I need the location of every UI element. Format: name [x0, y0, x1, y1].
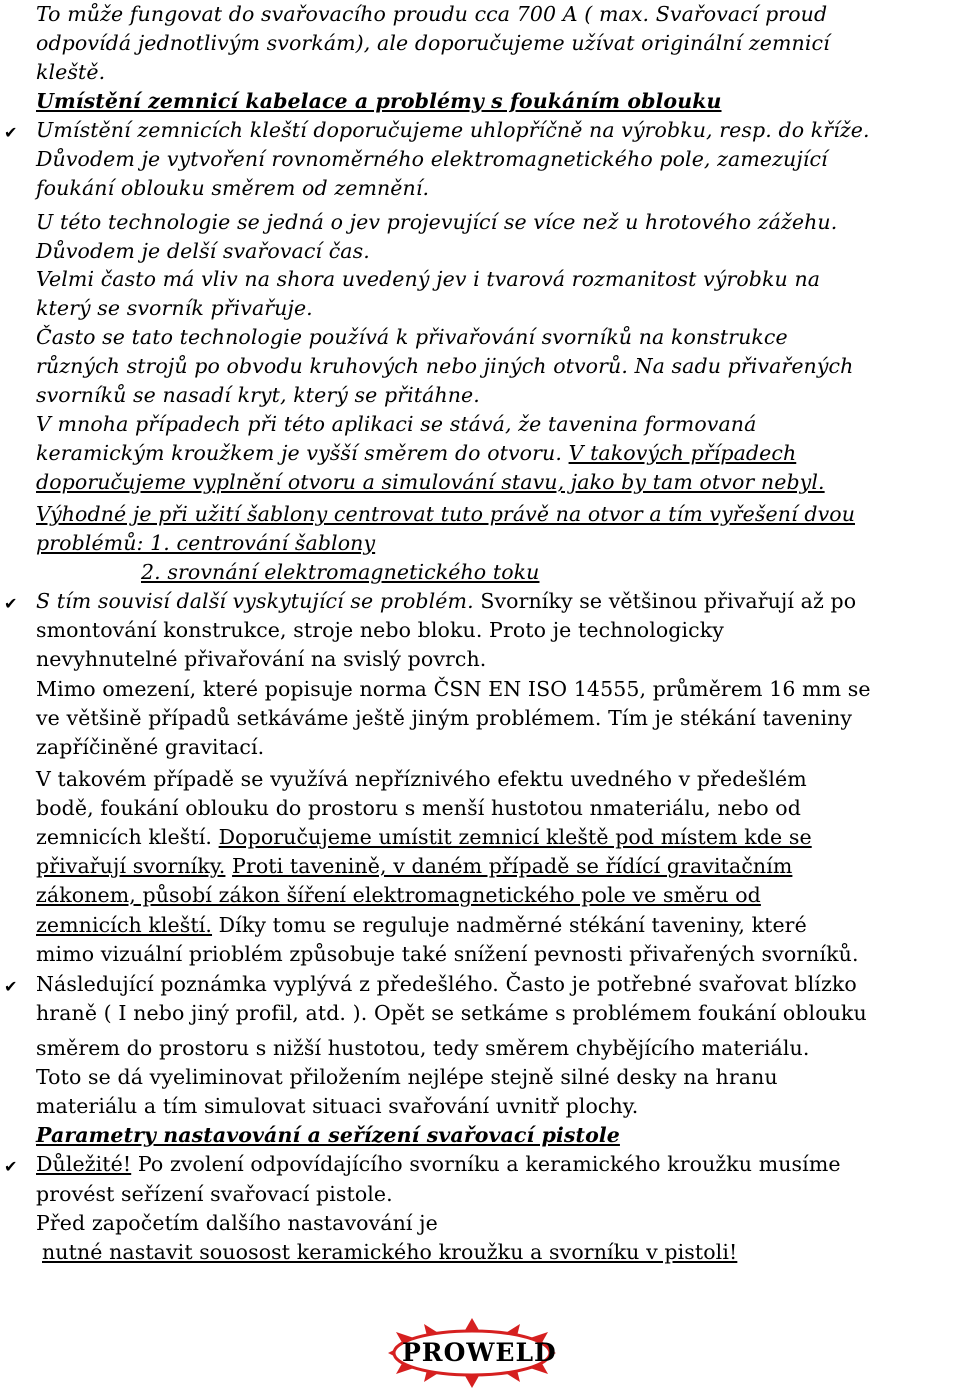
underlined-line: doporučujeme vyplnění otvoru a simulování stavu, jako by tam otvor nebyl.: [36, 470, 825, 494]
text-line: hraně ( I nebo jiný profil, atd. ). Opět se setkáme s problémem foukání oblouku: [36, 1001, 867, 1025]
text-span: Na sadu přivařených: [634, 354, 854, 378]
checkmark-icon: ✔: [4, 977, 18, 996]
text-span: Po zvolení odpovídajícího svorníku a keramického kroužku musíme: [137, 1152, 841, 1176]
text-line: Důvodem je vytvoření rovnoměrného elektromagnetického pole, zamezující: [36, 147, 828, 171]
text-line: svorníků se nasadí kryt, který se přitáhne.: [36, 383, 480, 407]
text-line: kleště.: [36, 60, 106, 84]
text-line: To může fungovat do svařovacího proudu cca 700 A ( max. Svařovací proud: [36, 2, 828, 26]
underlined-line: zákonem, působí zákon šíření elektromagnetického pole ve směru od: [36, 883, 761, 907]
underlined-span: zemnicích kleští.: [36, 913, 213, 937]
text-line: Často se tato technologie používá k přivařování svorníků na konstrukce: [36, 325, 788, 349]
text-line: Toto se dá vyeliminovat přiložením nejlépe stejně silné desky na hranu: [36, 1065, 778, 1089]
text-span: Díky tomu se reguluje nadměrné stékání taveniny, které: [218, 913, 807, 937]
section-heading: Umístění zemnicí kabelace a problémy s foukáním oblouku: [36, 89, 722, 113]
text-line: smontování konstrukce, stroje nebo bloku. Proto je technologicky: [36, 618, 724, 642]
text-span: Svorníky se většinou přivařují až po: [480, 589, 857, 613]
underlined-span: Proti tavenině, v daném případě se řídící gravitačním: [232, 854, 793, 878]
text-line: mimo vizuální prioblém způsobuje také snížení pevnosti přivařených svorníků.: [36, 942, 859, 966]
text-span: keramickým kroužkem je vyšší směrem do otvoru.: [36, 441, 562, 465]
checkmark-icon: ✔: [4, 123, 18, 142]
text-line: provést seřízení svařovací pistole.: [36, 1182, 393, 1206]
text-line: ve většině případů setkáváme ještě jiným problémem. Tím je stékání taveniny: [36, 706, 853, 730]
underlined-line: 2. srovnání elektromagnetického toku: [141, 560, 540, 584]
checkmark-icon: ✔: [4, 1157, 18, 1176]
text-line: foukání oblouku směrem od zemnění.: [36, 176, 430, 200]
checkmark-icon: ✔: [4, 594, 18, 613]
text-line: odpovídá jednotlivým svorkám), ale doporučujeme užívat originální zemnicí: [36, 31, 830, 55]
logo-text: PROWELD: [402, 1338, 557, 1367]
underlined-line: Výhodné je při užití šablony centrovat tuto právě na otvor a tím vyřešení dvou: [36, 502, 855, 526]
section-heading: Parametry nastavování a seřízení svařovací pistole: [36, 1123, 620, 1147]
underlined-line: problémů: 1. centrování šablony: [36, 531, 376, 555]
text-line: který se svorník přivařuje.: [36, 296, 313, 320]
underlined-line: nutné nastavit souosost keramického kroužku a svorníku v pistoli!: [42, 1240, 738, 1264]
underlined-span: V takových případech: [568, 441, 797, 465]
underlined-span: Důležité!: [36, 1152, 132, 1176]
text-line: Mimo omezení, které popisuje norma ČSN EN ISO 14555, průměrem 16 mm se: [36, 677, 871, 701]
text-line: Velmi často má vliv na shora uvedený jev i tvarová rozmanitost výrobku na: [36, 267, 821, 291]
underlined-span: Doporučujeme umístit zemnicí kleště pod místem kde se: [218, 825, 812, 849]
text-span: Následující poznámka vyplývá z předešlého.: [36, 972, 499, 996]
text-line: materiálu a tím simulovat situaci svařování uvnitř plochy.: [36, 1094, 639, 1118]
text-line: směrem do prostoru s nižší hustotou, tedy směrem chybějícího materiálu.: [36, 1036, 810, 1060]
text-line: Umístění zemnicích kleští doporučujeme uhlopříčně na výrobku, resp. do kříže.: [36, 118, 870, 142]
text-span: S tím souvisí další vyskytující se problém.: [36, 589, 474, 613]
text-line: nevyhnutelné přivařování na svislý povrch.: [36, 647, 487, 671]
text-span: Často je potřebné svařovat blízko: [505, 972, 857, 996]
text-span: zemnicích kleští.: [36, 825, 213, 849]
text-line: Důvodem je delší svařovací čas.: [36, 239, 370, 263]
text-line: Před započetím dalšího nastavování je: [36, 1211, 438, 1235]
proweld-logo: [362, 1318, 582, 1388]
text-line: bodě, foukání oblouku do prostoru s menší hustotou nmateriálu, nebo od: [36, 796, 801, 820]
text-line: V takovém případě se využívá nepříznivého efektu uvedného v předešlém: [36, 767, 807, 791]
underlined-span: přivařují svorníky.: [36, 854, 226, 878]
text-line: V mnoha případech při této aplikaci se stává, že tavenina formovaná: [36, 412, 757, 436]
text-line: U této technologie se jedná o jev projevující se více než u hrotového zážehu.: [36, 210, 838, 234]
text-span: různých strojů po obvodu kruhových nebo jiných otvorů.: [36, 354, 628, 378]
text-line: zapříčiněné gravitací.: [36, 735, 265, 759]
